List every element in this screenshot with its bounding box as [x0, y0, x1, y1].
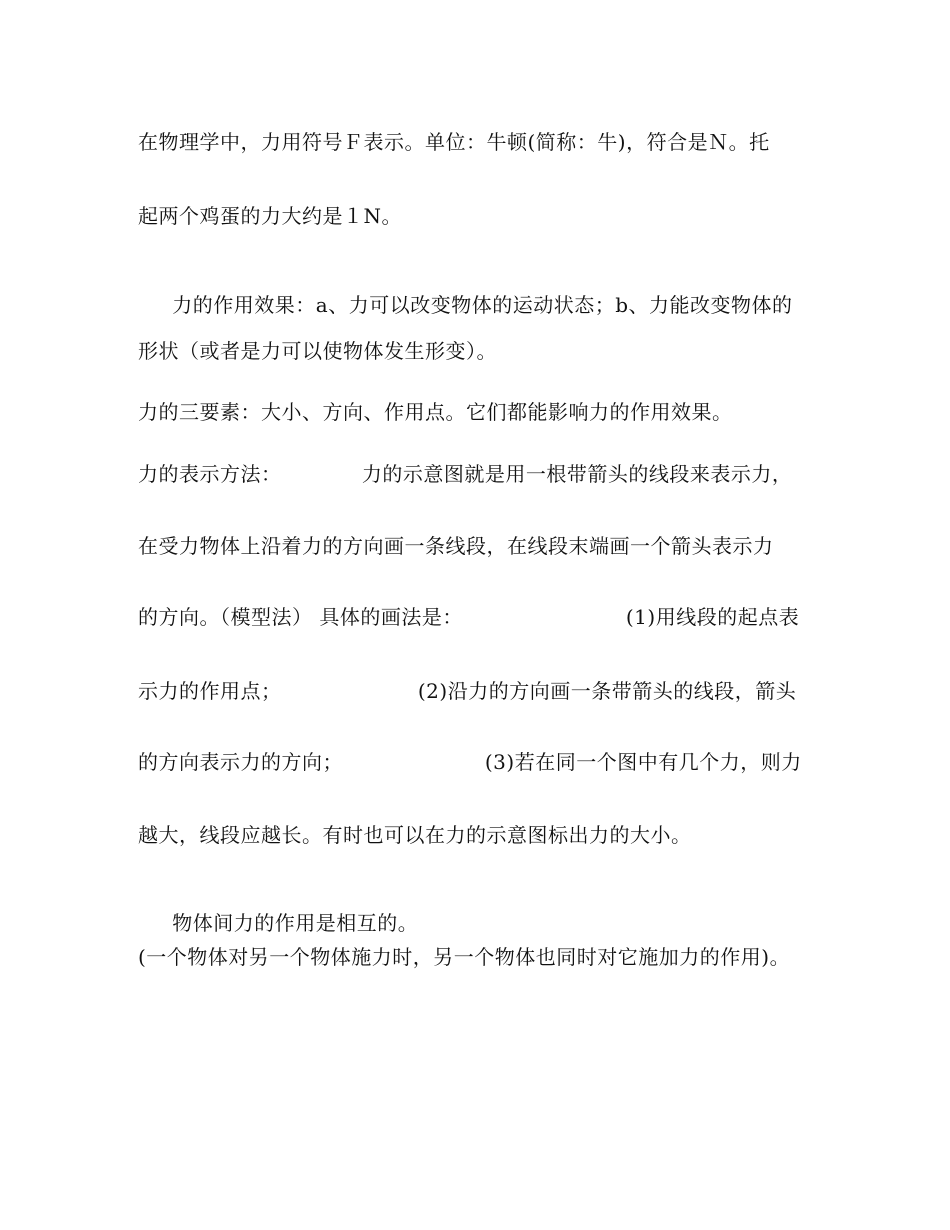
- line-3-text: 力的作用效果：a、力可以改变物体的运动状态；b、力能改变物体的: [165, 293, 793, 317]
- text-line-11: [138, 821, 692, 849]
- text-line-10: [138, 748, 802, 776]
- text-line-4: [138, 337, 497, 365]
- text-line-7: [138, 532, 774, 560]
- line-10-part-a: 的方向表示力的方向；: [138, 750, 343, 774]
- line-10-part-b: (3)若在同一个图中有几个力，则力: [484, 750, 802, 774]
- text-line-8: [138, 603, 799, 631]
- line-2-text: 起两个鸡蛋的力大约是１N。: [138, 204, 402, 228]
- line-4-text: 形状（或者是力可以使物体发生形变）。: [138, 339, 497, 363]
- line-9-part-a: 示力的作用点；: [138, 679, 282, 703]
- line-1-text: 在物理学中，力用符号Ｆ表示。单位：牛顿(简称：牛)，符合是Ｎ。托: [138, 130, 770, 154]
- line-11-text: 越大，线段应越长。有时也可以在力的示意图标出力的大小。: [138, 823, 692, 847]
- text-line-13: [138, 943, 790, 971]
- text-line-1: [138, 128, 770, 156]
- line-6-label: 力的表示方法：: [138, 462, 282, 486]
- line-8-part-a: 的方向。（模型法） 具体的画法是：: [138, 605, 463, 629]
- line-7-text: 在受力物体上沿着力的方向画一条线段，在线段末端画一个箭头表示力: [138, 534, 774, 558]
- text-line-9: [138, 677, 796, 705]
- line-5-text: 力的三要素：大小、方向、作用点。它们都能影响力的作用效果。: [138, 400, 733, 424]
- text-line-3: [138, 263, 793, 347]
- text-line-2: [138, 202, 402, 230]
- line-12-text: 物体间力的作用是相互的。: [165, 911, 419, 935]
- line-8-part-b: (1)用线段的起点表: [625, 605, 800, 629]
- text-line-5: [138, 398, 733, 426]
- line-13-text: (一个物体对另一个物体施力时，另一个物体也同时对它施加力的作用)。: [138, 945, 791, 969]
- text-line-6: [138, 460, 792, 488]
- line-6-text: 力的示意图就是用一根带箭头的线段来表示力，: [361, 462, 793, 486]
- line-9-part-b: (2)沿力的方向画一条带箭头的线段，箭头: [417, 679, 797, 703]
